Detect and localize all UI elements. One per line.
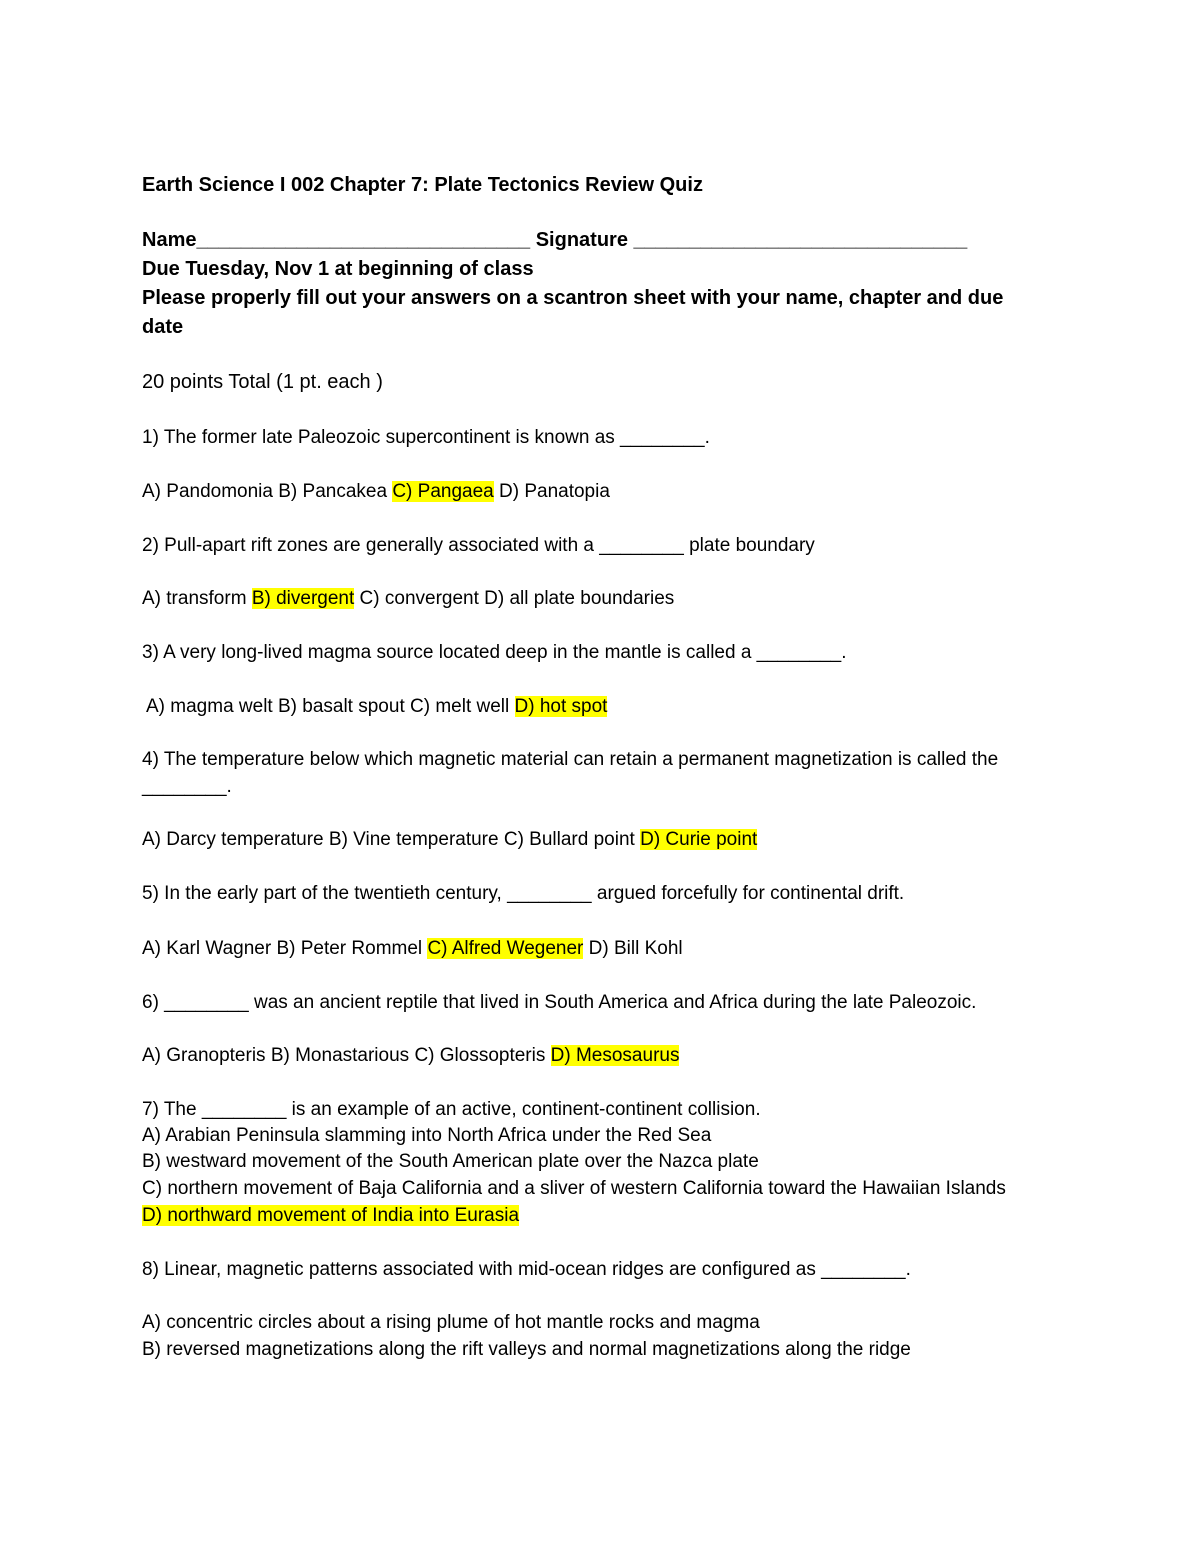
question-8-option-b: B) reversed magnetizations along the rift valleys and normal magnetizations along the ridge <box>142 1339 911 1360</box>
question-1-prompt: 1) The former late Paleozoic supercontinent is known as ________. <box>142 427 710 448</box>
document-title: Earth Science I 002 Chapter 7: Plate Tectonics Review Quiz <box>142 174 703 196</box>
question-2-answer: B) divergent <box>251 588 355 609</box>
name-signature-line: Name______________________________ Signature ______________________________ <box>142 229 968 251</box>
question-4-answer: D) Curie point <box>640 829 758 850</box>
question-6-options-before: A) Granopteris B) Monastarious C) Glossopteris <box>142 1045 551 1066</box>
question-3-options-before: A) magma welt B) basalt spout C) melt well <box>146 696 515 717</box>
question-7-option-a: A) Arabian Peninsula slamming into North Africa under the Red Sea <box>142 1125 712 1146</box>
question-2-options-after: C) convergent D) all plate boundaries <box>354 588 675 609</box>
question-1-answer: C) Pangaea <box>392 481 494 502</box>
question-5-prompt: 5) In the early part of the twentieth century, ________ argued forcefully for continental drift. <box>142 883 905 904</box>
question-6-answer: D) Mesosaurus <box>550 1045 680 1066</box>
question-7-answer-line <box>142 1203 519 1229</box>
question-4-prompt-cont: ________. <box>142 776 232 797</box>
question-1-options-before: A) Pandomonia B) Pancakea <box>142 481 393 502</box>
question-7-option-b: B) westward movement of the South American plate over the Nazca plate <box>142 1151 759 1172</box>
question-2-options <box>142 586 674 612</box>
question-4-options <box>142 827 757 853</box>
points-total: 20 points Total (1 pt. each ) <box>142 371 383 393</box>
question-7-answer: D) northward movement of India into Eurasia <box>142 1205 520 1226</box>
question-7-option-c: C) northern movement of Baja California and a sliver of western California toward the Hawaiian Islands <box>142 1178 1006 1199</box>
question-4-options-before: A) Darcy temperature B) Vine temperature C) Bullard point <box>142 829 641 850</box>
question-3-prompt: 3) A very long-lived magma source located deep in the mantle is called a ________. <box>142 642 847 663</box>
question-8-prompt: 8) Linear, magnetic patterns associated with mid-ocean ridges are configured as ________. <box>142 1259 911 1280</box>
question-5-options-before: A) Karl Wagner B) Peter Rommel <box>142 938 428 959</box>
instructions-line-1: Please properly fill out your answers on a scantron sheet with your name, chapter and due <box>142 287 1004 309</box>
question-6-options <box>142 1043 679 1069</box>
question-4-prompt: 4) The temperature below which magnetic material can retain a permanent magnetization is called the <box>142 749 999 770</box>
question-8-option-a: A) concentric circles about a rising plume of hot mantle rocks and magma <box>142 1312 760 1333</box>
question-1-options <box>142 479 610 505</box>
question-5-options <box>142 936 683 962</box>
question-2-prompt: 2) Pull-apart rift zones are generally associated with a ________ plate boundary <box>142 535 815 556</box>
question-7-prompt: 7) The ________ is an example of an active, continent-continent collision. <box>142 1099 761 1120</box>
question-5-answer: C) Alfred Wegener <box>427 938 584 959</box>
question-1-options-after: D) Panatopia <box>493 481 610 502</box>
question-3-options <box>146 694 607 720</box>
question-5-options-after: D) Bill Kohl <box>583 938 683 959</box>
question-2-options-before: A) transform <box>142 588 252 609</box>
question-6-prompt: 6) ________ was an ancient reptile that lived in South America and Africa during the late Paleozoic. <box>142 992 977 1013</box>
due-date: Due Tuesday, Nov 1 at beginning of class <box>142 258 534 280</box>
instructions-line-2: date <box>142 316 184 338</box>
question-3-answer: D) hot spot <box>514 696 608 717</box>
